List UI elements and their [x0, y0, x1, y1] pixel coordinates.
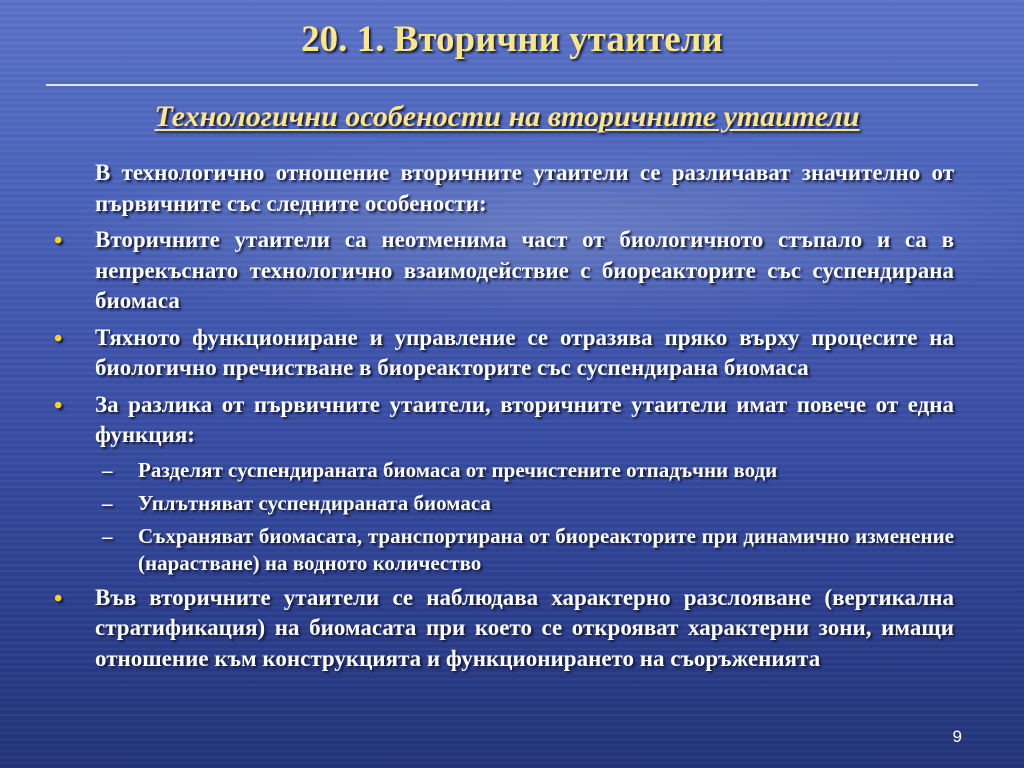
bullet-text: Във вторичните утаители се наблюдава характерно разслояване (вертикална стратификация) на биомасата при което се открояват характерни зони, имащи отношение към конструкцията и функционирането на съоръженията [95, 584, 954, 671]
bullet-icon: • [54, 585, 63, 612]
bullet-text: За разлика от първичните утаители, вторичните утаители имат повече от една функция: [95, 391, 954, 447]
bullet-item [54, 583, 954, 675]
title-divider [46, 84, 978, 86]
bullet-item [54, 225, 954, 317]
dash-icon: – [102, 490, 113, 515]
sub-item-text: Уплътняват суспендираната биомаса [138, 490, 491, 515]
slide-body [54, 158, 954, 680]
sub-item [54, 523, 954, 577]
bullet-text: Тяхното функциониране и управление се отразява пряко върху процесите на биологично пречистване в биореакторите със суспендирана биомаса [95, 324, 954, 380]
slide-subtitle: Технологични особености на вторичните утаители [154, 100, 860, 133]
dash-icon: – [102, 523, 113, 548]
bullet-icon: • [54, 325, 63, 352]
intro-paragraph [54, 158, 954, 219]
bullet-icon: • [54, 228, 63, 254]
sub-item [54, 457, 954, 484]
slide-number: 9 [952, 727, 962, 746]
sub-item-text: Съхраняват биомасата, транспортирана от биореакторите при динамично изменение (нарастване) на водното количество [138, 523, 954, 575]
bullet-text: Вторичните утаители са неотменима част от биологичното стъпало и са в непрекъснато технологично взаимодействие с биореакторите със суспендирана биомаса [95, 227, 954, 313]
bullet-item [54, 390, 954, 451]
bullet-icon: • [54, 392, 63, 419]
intro-text: В технологично отношение вторичните утаители се различават значително от първичните със следните особености: [95, 160, 954, 216]
slide-title: 20. 1. Вторични утаители [301, 19, 723, 60]
sub-item-text: Разделят суспендираната биомаса от пречистените отпадъчни води [138, 457, 778, 482]
sub-item [54, 490, 954, 517]
dash-icon: – [102, 457, 113, 482]
bullet-item [54, 323, 954, 384]
